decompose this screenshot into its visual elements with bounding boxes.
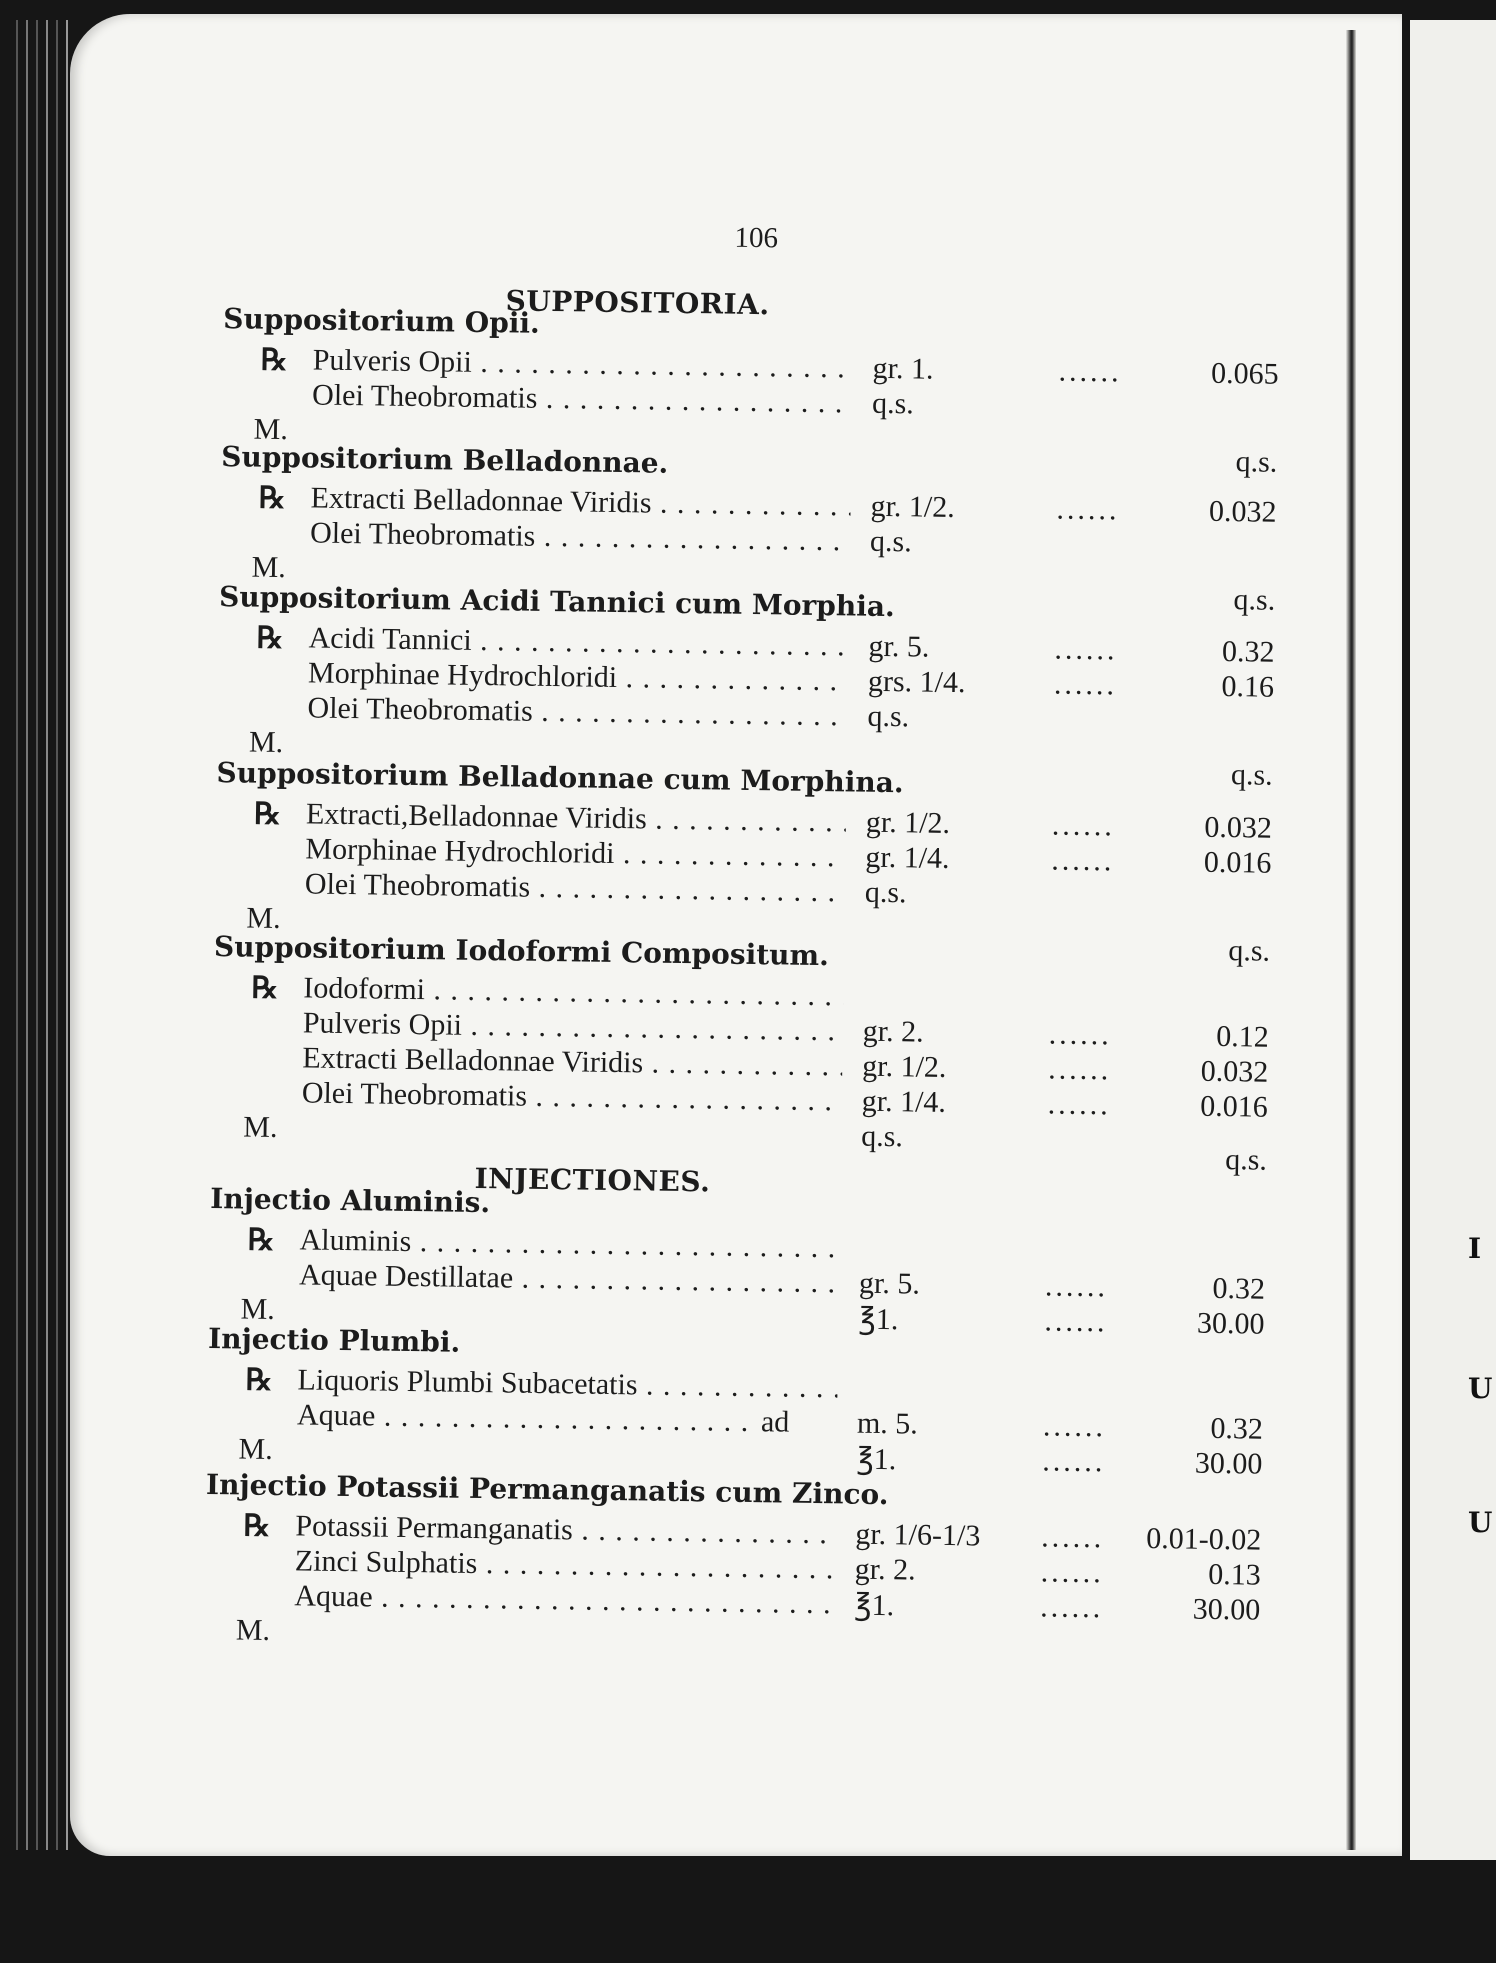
ingredient-quantity: gr. 1. [872, 351, 934, 386]
leader-dots: ...... [1051, 808, 1116, 843]
final-metric-quantity: 30.00 [1194, 1446, 1263, 1481]
facing-page-letter: U [1468, 1372, 1493, 1405]
final-metric-quantity: q.s. [1228, 934, 1271, 968]
mix-instruction: M. [235, 1613, 271, 1647]
rx-symbol: ℞ [256, 621, 284, 656]
mix-instruction: M. [248, 725, 284, 760]
ingredient-name: Extracti Belladonnae Viridis . . . [302, 1041, 842, 1083]
ingredient-quantity: q.s. [867, 699, 910, 734]
section-title: INJECTIONES. [474, 1161, 711, 1199]
leader-dots: ...... [1053, 667, 1118, 702]
leader-dots: ...... [1042, 1409, 1107, 1444]
metric-quantity: 0.12 [1216, 1019, 1270, 1054]
ingredient-name: Olei Theobromatis . . . [305, 867, 845, 909]
mix-quantity: ℥1. [858, 1302, 899, 1337]
metric-quantity: 0.032 [1204, 810, 1273, 845]
formula-heading: Suppositorium Belladonnae cum Morphina. [216, 756, 904, 800]
metric-quantity: 0.065 [1210, 356, 1279, 391]
final-metric-quantity: q.s. [1235, 445, 1278, 479]
leader-dots: ...... [1042, 1444, 1106, 1479]
ingredient-name: Extracti Belladonnae Viridis . . . [310, 481, 850, 523]
mix-instruction: M. [251, 550, 287, 585]
ingredient-quantity: q.s. [871, 386, 915, 421]
metric-quantity: 0.13 [1208, 1557, 1262, 1592]
ingredient-name: Potassii Permanganatis . . . [295, 1509, 835, 1551]
formula-heading: Injectio Plumbi. [207, 1322, 461, 1359]
ingredient-name: Aquae Destillatae . . . [299, 1258, 839, 1300]
leader-dots: ...... [1044, 1269, 1109, 1304]
ingredient-quantity: gr. 1/4. [865, 840, 950, 875]
ingredient-quantity: m. 5. [856, 1406, 919, 1441]
leader-dots: ...... [1040, 1555, 1105, 1590]
page-number: 106 [734, 221, 779, 255]
ingredient-quantity: gr. 1/4. [861, 1084, 947, 1119]
mix-quantity: ℥1. [856, 1442, 897, 1477]
leader-dots: ...... [1054, 632, 1118, 667]
ingredient-name: Aluminis . . . [299, 1223, 839, 1265]
final-metric-quantity: q.s. [1230, 758, 1273, 792]
ingredient-quantity: ℥1. [854, 1588, 895, 1623]
metric-quantity: 0.016 [1203, 845, 1272, 880]
final-metric-quantity: q.s. [1233, 583, 1276, 617]
metric-quantity: 0.32 [1221, 634, 1275, 669]
leader-dots: ...... [1047, 1087, 1111, 1122]
rx-symbol: ℞ [253, 797, 282, 832]
leader-dots: ...... [1051, 843, 1115, 878]
metric-quantity: 30.00 [1192, 1592, 1261, 1627]
ingredient-name: Liquoris Plumbi Subacetatis . . . [297, 1363, 837, 1405]
ingredient-name: Extracti,Belladonnae Viridis . . . [306, 797, 846, 839]
ingredient-quantity: gr. 1/6-1/3 [855, 1517, 981, 1553]
ingredient-name: Olei Theobromatis . . . [310, 516, 850, 558]
metric-quantity: 0.01-0.02 [1146, 1521, 1262, 1557]
ingredient-quantity: gr. 5. [868, 629, 930, 664]
metric-quantity: 0.032 [1200, 1054, 1269, 1089]
leader-dots: ...... [1058, 354, 1122, 389]
ingredient-name: Morphinae Hydrochloridi . . . [308, 656, 848, 698]
ingredient-name: Pulveris Opii . . . [312, 343, 852, 385]
rx-symbol: ℞ [258, 481, 286, 516]
ingredient-name: Olei Theobromatis . . . [312, 378, 852, 420]
metric-quantity: 0.32 [1210, 1411, 1264, 1446]
mix-instruction: M. [238, 1432, 273, 1466]
formula-heading: Suppositorium Opii. [223, 302, 541, 340]
ingredient-name: Acidi Tannici . . . [308, 621, 848, 663]
formula-heading: Injectio Aluminis. [210, 1182, 491, 1220]
metric-quantity: 0.032 [1208, 494, 1277, 529]
leader-dots: ...... [1044, 1304, 1108, 1339]
leader-dots: ...... [1048, 1052, 1112, 1087]
metric-quantity: 0.32 [1212, 1271, 1266, 1306]
ingredient-quantity: gr. 1/2. [865, 805, 951, 840]
formula-heading: Suppositorium Acidi Tannici cum Morphia. [218, 580, 896, 624]
final-metric-quantity: 30.00 [1196, 1306, 1265, 1341]
ingredient-quantity: gr. 2. [854, 1552, 916, 1587]
metric-quantity: 0.16 [1221, 669, 1275, 704]
facing-page-letter: U [1468, 1506, 1493, 1539]
rx-symbol: ℞ [245, 1363, 273, 1397]
ingredient-quantity: gr. 1/2. [862, 1049, 947, 1084]
leader-dots: ...... [1040, 1590, 1104, 1625]
mix-instruction: M. [246, 901, 281, 936]
ingredient-name: Zinci Sulphatis . . . [295, 1544, 835, 1586]
ingredient-name: Iodoformi . . . [303, 971, 843, 1013]
mix-instruction: M. [243, 1110, 278, 1145]
ingredient-name: Morphinae Hydrochloridi . . . [305, 832, 845, 874]
rx-symbol: ℞ [251, 971, 279, 1006]
ingredient-quantity: gr. 2. [862, 1014, 924, 1049]
leader-dots: ...... [1056, 492, 1120, 527]
formula-heading: Suppositorium Iodoformi Compositum. [213, 930, 830, 973]
rx-symbol: ℞ [243, 1509, 271, 1543]
ad-label: ad [760, 1405, 790, 1439]
ingredient-quantity: gr. 5. [858, 1266, 921, 1301]
ingredient-quantity: q.s. [869, 524, 913, 559]
ingredient-name: Aquae . . . . . . . . . . . . . . . . . . . . . . [296, 1398, 750, 1439]
ingredient-name: Olei Theobromatis . . . [302, 1076, 842, 1118]
formula-heading: Injectio Potassii Permanganatis cum Zinco. [205, 1467, 889, 1512]
rx-symbol: ℞ [260, 343, 288, 378]
leader-dots: ...... [1041, 1520, 1105, 1555]
facing-page-letter: I [1468, 1232, 1482, 1265]
metric-quantity: 0.016 [1199, 1089, 1268, 1124]
ingredient-quantity: q.s. [864, 875, 907, 910]
section-title: SUPPOSITORIA. [505, 284, 770, 322]
ingredient-quantity: grs. 1/4. [867, 664, 966, 700]
ingredient-name: Pulveris Opii . . . [303, 1006, 843, 1048]
formula-heading: Suppositorium Belladonnae. [221, 440, 669, 480]
leader-dots: ...... [1048, 1017, 1113, 1052]
mix-instruction: M. [253, 412, 289, 447]
ingredient-name: Olei Theobromatis . . . [307, 691, 847, 733]
ingredient-name: Aquae . . . [294, 1579, 834, 1621]
mix-quantity: q.s. [861, 1119, 904, 1154]
final-metric-quantity: q.s. [1225, 1143, 1268, 1177]
rx-symbol: ℞ [247, 1223, 275, 1257]
ingredient-quantity: gr. 1/2. [870, 489, 956, 524]
mix-instruction: M. [240, 1292, 276, 1326]
